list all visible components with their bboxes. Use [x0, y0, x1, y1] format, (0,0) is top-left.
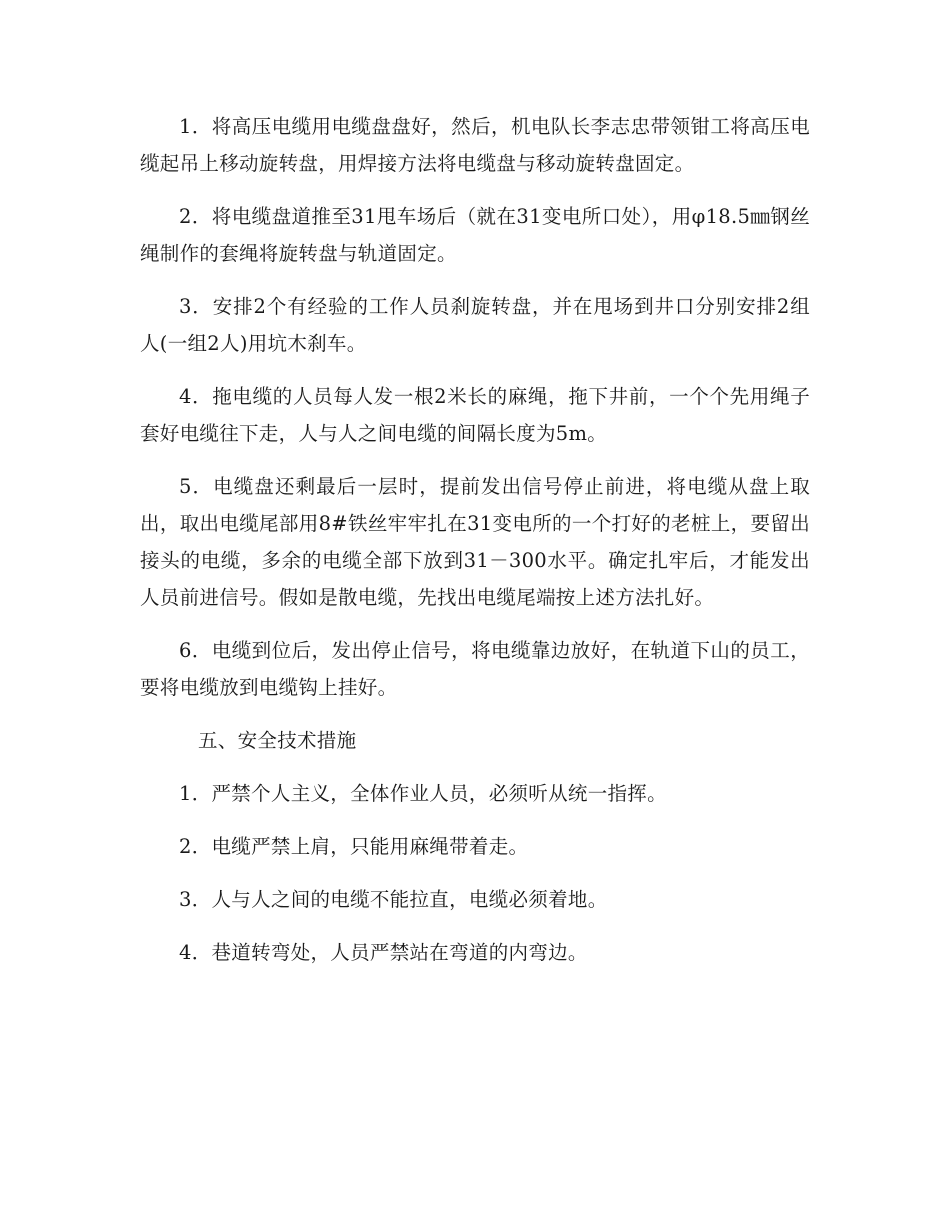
paragraph-step-4: 4．拖电缆的人员每人发一根2米长的麻绳，拖下井前，一个个先用绳子套好电缆往下走，人与人之间电缆的间隔长度为5m。: [140, 385, 810, 445]
paragraph-step-3: 3．安排2个有经验的工作人员刹旋转盘，并在甩场到井口分别安排2组人(一组2人)用坑木刹车。: [140, 295, 810, 355]
paragraph-step-6: 6．电缆到位后，发出停止信号，将电缆靠边放好，在轨道下山的员工，要将电缆放到电缆钩上挂好。: [140, 639, 810, 699]
paragraph-step-1: 1．将高压电缆用电缆盘盘好，然后，机电队长李志忠带领钳工将高压电缆起吊上移动旋转盘，用焊接方法将电缆盘与移动旋转盘固定。: [140, 115, 810, 175]
safety-measure-4: 4．巷道转弯处，人员严禁站在弯道的内弯边。: [179, 941, 588, 964]
section-heading: 五、安全技术措施: [198, 729, 357, 752]
paragraph-step-2: 2．将电缆盘道推至31甩车场后（就在31变电所口处），用φ18.5㎜钢丝绳制作的套绳将旋转盘与轨道固定。: [140, 205, 810, 265]
safety-measure-1: 1．严禁个人主义，全体作业人员，必须听从统一指挥。: [179, 782, 667, 805]
paragraph-step-5: 5．电缆盘还剩最后一层时，提前发出信号停止前进，将电缆从盘上取出，取出电缆尾部用8#铁丝牢牢扎在31变电所的一个打好的老桩上，要留出接头的电缆，多余的电缆全部下放到31－300水平。确定扎牢后，才能发出人员前进信号。假如是散电缆，先找出电缆尾端按上述方法扎好。: [140, 475, 810, 609]
safety-measure-3: 3．人与人之间的电缆不能拉直，电缆必须着地。: [179, 888, 608, 911]
safety-measure-2: 2．电缆严禁上肩，只能用麻绳带着走。: [179, 835, 529, 858]
document-body: [140, 108, 810, 987]
